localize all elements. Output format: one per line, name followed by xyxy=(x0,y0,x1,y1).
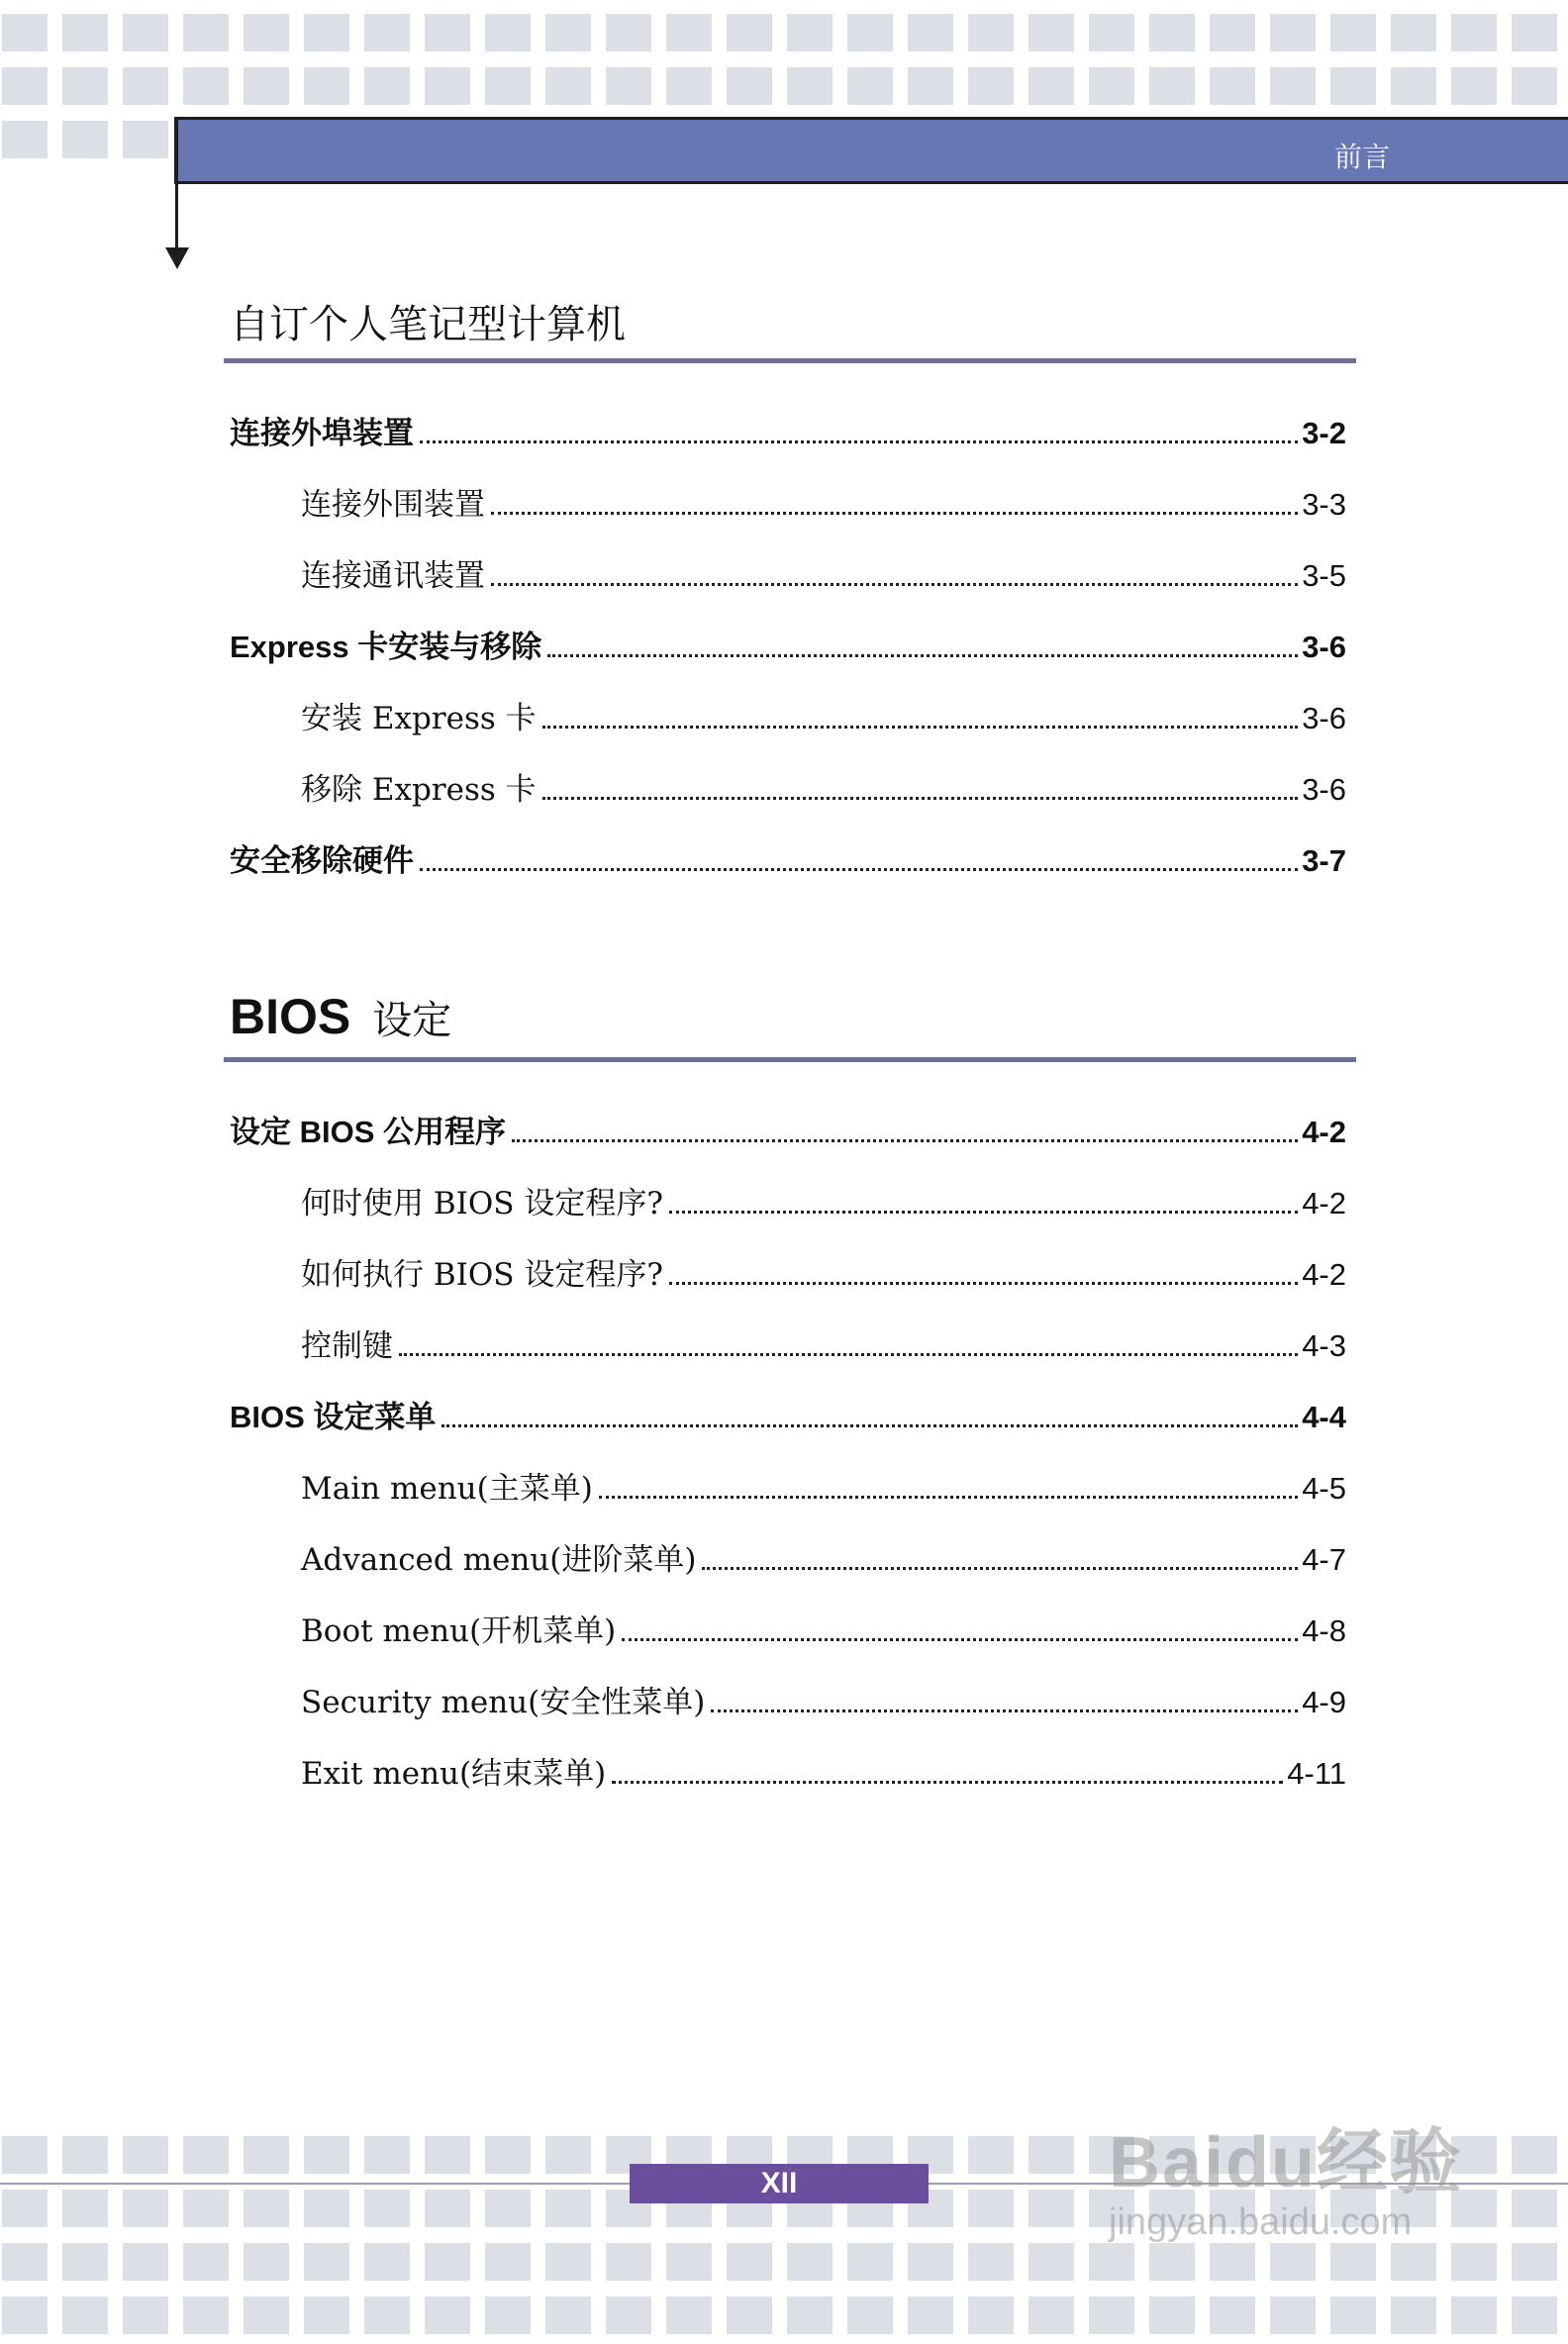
toc-entry-label: Advanced menu(进阶菜单) xyxy=(301,1542,697,1578)
tile xyxy=(1391,67,1436,105)
tile xyxy=(787,2243,833,2281)
tile xyxy=(364,2190,410,2227)
toc-list-bios xyxy=(230,1097,1346,1809)
tile xyxy=(2,2243,48,2281)
toc-entry[interactable] xyxy=(230,1524,1346,1596)
dot-leader xyxy=(669,1211,1298,1214)
tile xyxy=(123,2190,168,2227)
tile xyxy=(787,2296,833,2334)
tile xyxy=(1149,2243,1195,2281)
tile xyxy=(908,67,953,105)
tile-row xyxy=(0,2296,1557,2334)
toc-entry[interactable] xyxy=(230,683,1346,754)
tile xyxy=(1512,2296,1557,2334)
margin-arrow-line xyxy=(175,119,178,249)
tile xyxy=(1089,67,1134,105)
tile xyxy=(1512,67,1557,105)
tile xyxy=(968,2243,1014,2281)
tile xyxy=(1029,67,1074,105)
toc-entry-page: 3-6 xyxy=(1302,630,1346,664)
tile xyxy=(364,2136,410,2174)
toc-entry-label: 何时使用 BIOS 设定程序? xyxy=(301,1186,664,1221)
tile xyxy=(1330,2243,1376,2281)
toc-entry-label: 设定 BIOS 公用程序 xyxy=(230,1115,507,1149)
tile xyxy=(425,14,470,51)
toc-entry-page: 4-2 xyxy=(1302,1115,1346,1149)
tile xyxy=(666,14,712,51)
toc-entry-label: 连接外埠装置 xyxy=(230,416,414,450)
toc-entry-page: 4-9 xyxy=(1302,1685,1346,1719)
tile xyxy=(183,2243,229,2281)
tile xyxy=(545,2296,591,2334)
tile xyxy=(485,67,531,105)
tile xyxy=(364,14,410,51)
dot-leader xyxy=(702,1567,1298,1570)
tile xyxy=(1089,2243,1134,2281)
toc-entry-label: BIOS 设定菜单 xyxy=(230,1400,437,1434)
toc-entry[interactable] xyxy=(230,612,1346,683)
toc-entry-page: 3-6 xyxy=(1302,772,1346,807)
toc-entry[interactable] xyxy=(230,1738,1346,1809)
tile xyxy=(968,2190,1014,2227)
tile xyxy=(908,14,953,51)
tile xyxy=(1451,2296,1497,2334)
tile xyxy=(183,67,229,105)
dot-leader xyxy=(542,797,1299,800)
tile xyxy=(1210,2296,1255,2334)
dot-leader xyxy=(612,1781,1283,1784)
tile xyxy=(908,2243,953,2281)
tile xyxy=(62,2243,108,2281)
tile xyxy=(244,2136,289,2174)
tile xyxy=(968,2136,1014,2174)
toc-entry[interactable] xyxy=(230,826,1346,897)
dot-leader xyxy=(547,654,1298,657)
tile xyxy=(244,14,289,51)
tile-row xyxy=(0,67,1557,105)
tile xyxy=(62,2136,108,2174)
tile xyxy=(304,2190,349,2227)
toc-entry-label: 安全移除硬件 xyxy=(230,843,414,878)
header-bar xyxy=(174,117,1568,184)
tile xyxy=(1451,14,1497,51)
dot-leader xyxy=(599,1496,1298,1499)
tile xyxy=(485,2243,531,2281)
tile xyxy=(1512,2243,1557,2281)
dot-leader xyxy=(512,1139,1298,1142)
toc-entry-page: 4-2 xyxy=(1302,1186,1346,1221)
watermark xyxy=(1109,2104,1463,2244)
tile xyxy=(244,67,289,105)
tile xyxy=(968,2296,1014,2334)
dot-leader xyxy=(491,583,1298,586)
tile xyxy=(1089,2296,1134,2334)
toc-entry[interactable] xyxy=(230,1596,1346,1667)
section-title-bios-suffix: 设定 xyxy=(372,998,452,1043)
tile xyxy=(1029,2243,1074,2281)
tile xyxy=(1270,2296,1316,2334)
toc-entry-label: 安装 Express 卡 xyxy=(301,701,537,736)
tile xyxy=(727,14,772,51)
dot-leader xyxy=(491,512,1298,515)
toc-entry-page: 3-6 xyxy=(1302,701,1346,735)
tile xyxy=(62,121,108,158)
toc-entry-page: 4-7 xyxy=(1302,1542,1346,1577)
tile xyxy=(847,2296,893,2334)
tile xyxy=(62,67,108,105)
toc-entry-label: Security menu(安全性菜单) xyxy=(301,1685,706,1720)
tile xyxy=(123,67,168,105)
toc-entry[interactable] xyxy=(230,754,1346,826)
tile xyxy=(1451,67,1497,105)
tile xyxy=(485,2190,531,2227)
dot-leader xyxy=(542,726,1299,729)
toc-entry-page: 3-7 xyxy=(1302,843,1346,878)
dot-leader xyxy=(441,1424,1298,1427)
tile xyxy=(606,2243,651,2281)
toc-entry-label: 如何执行 BIOS 设定程序? xyxy=(301,1257,664,1293)
toc-entry-label: Exit menu(结束菜单) xyxy=(301,1756,607,1792)
toc-entry[interactable] xyxy=(230,1382,1346,1453)
tile xyxy=(2,2296,48,2334)
tile xyxy=(1270,2243,1316,2281)
tile xyxy=(123,2136,168,2174)
toc-entry-page: 3-3 xyxy=(1302,487,1346,522)
toc-entry-label: Main menu(主菜单) xyxy=(301,1471,593,1507)
toc-entry[interactable] xyxy=(230,1453,1346,1524)
toc-entry[interactable] xyxy=(230,398,1346,469)
watermark-url: jingyan.baidu.com xyxy=(1109,2201,1413,2243)
toc-entry-label: Express 卡安装与移除 xyxy=(230,630,542,664)
tile xyxy=(1029,2136,1074,2174)
tile xyxy=(1391,14,1436,51)
tile xyxy=(183,14,229,51)
toc-entry-label: 控制键 xyxy=(301,1328,393,1364)
tile xyxy=(1330,2296,1376,2334)
tile xyxy=(123,2243,168,2281)
toc-entry-page: 3-2 xyxy=(1302,416,1346,450)
toc-entry-label: Boot menu(开机菜单) xyxy=(301,1613,617,1649)
tile xyxy=(1330,67,1376,105)
toc-entry-page: 4-2 xyxy=(1302,1257,1346,1292)
tile xyxy=(1330,14,1376,51)
tile xyxy=(666,67,712,105)
tile xyxy=(606,2296,651,2334)
tile xyxy=(908,2296,953,2334)
tile xyxy=(485,2136,531,2174)
toc-entry-page: 4-8 xyxy=(1302,1613,1346,1648)
toc-entry-page: 4-11 xyxy=(1287,1756,1346,1791)
tile xyxy=(62,2296,108,2334)
tile xyxy=(847,67,893,105)
tile xyxy=(545,14,591,51)
tile xyxy=(425,2296,470,2334)
toc-entry[interactable] xyxy=(230,540,1346,612)
tile xyxy=(183,2190,229,2227)
toc-entry-page: 4-3 xyxy=(1302,1328,1346,1363)
tile xyxy=(727,67,772,105)
toc-entry-label: 移除 Express 卡 xyxy=(301,772,537,808)
toc-entry[interactable] xyxy=(230,469,1346,540)
tile xyxy=(425,2190,470,2227)
tile xyxy=(606,67,651,105)
tile xyxy=(62,14,108,51)
tile xyxy=(1270,67,1316,105)
tile xyxy=(485,2296,531,2334)
toc-entry[interactable] xyxy=(230,1667,1346,1738)
tile xyxy=(364,2296,410,2334)
section-title-bios-main: BIOS xyxy=(230,989,351,1044)
header-label: 前言 xyxy=(1333,141,1390,173)
dot-leader xyxy=(420,868,1298,871)
toc-entry-page: 3-5 xyxy=(1302,558,1346,593)
tile xyxy=(364,2243,410,2281)
dot-leader xyxy=(669,1282,1298,1285)
tile xyxy=(1149,2296,1195,2334)
tile xyxy=(425,67,470,105)
tile xyxy=(183,2136,229,2174)
dot-leader xyxy=(622,1638,1298,1641)
dot-leader xyxy=(711,1709,1298,1712)
tile xyxy=(1391,2296,1436,2334)
section-divider xyxy=(224,358,1356,363)
tile xyxy=(1210,2243,1255,2281)
tile xyxy=(1149,67,1195,105)
toc-list-customize xyxy=(230,398,1346,897)
tile xyxy=(787,67,833,105)
tile xyxy=(1149,14,1195,51)
watermark-brand: Baidu经验 xyxy=(1109,2123,1464,2202)
tile xyxy=(847,14,893,51)
tile xyxy=(545,2190,591,2227)
toc-entry[interactable] xyxy=(230,1168,1346,1239)
tile xyxy=(304,2136,349,2174)
tile xyxy=(485,14,531,51)
toc-entry-label: 连接通讯装置 xyxy=(301,558,485,594)
tile xyxy=(1512,2136,1557,2174)
tile xyxy=(425,2243,470,2281)
tile xyxy=(1270,14,1316,51)
tile xyxy=(1029,2296,1074,2334)
toc-entry[interactable] xyxy=(230,1097,1346,1168)
tile xyxy=(62,2190,108,2227)
tile xyxy=(1089,14,1134,51)
tile xyxy=(666,2296,712,2334)
tile xyxy=(244,2243,289,2281)
tile xyxy=(244,2296,289,2334)
tile xyxy=(968,14,1014,51)
tile xyxy=(545,2243,591,2281)
section-title-customize: 自订个人笔记型计算机 xyxy=(230,302,626,347)
tile xyxy=(304,67,349,105)
tile xyxy=(606,14,651,51)
tile xyxy=(2,121,48,158)
tile xyxy=(2,2190,48,2227)
tile xyxy=(2,67,48,105)
tile xyxy=(545,2136,591,2174)
tile xyxy=(304,2296,349,2334)
dot-leader xyxy=(399,1353,1298,1356)
tile xyxy=(1029,2190,1074,2227)
tile xyxy=(1391,2243,1436,2281)
tile xyxy=(727,2243,772,2281)
dot-leader xyxy=(420,440,1298,443)
tile xyxy=(123,121,168,158)
toc-entry[interactable] xyxy=(230,1239,1346,1311)
toc-entry-page: 4-4 xyxy=(1302,1400,1346,1434)
toc-entry-label: 连接外围装置 xyxy=(301,487,485,523)
tile xyxy=(304,14,349,51)
tile xyxy=(968,67,1014,105)
tile xyxy=(2,2136,48,2174)
tile xyxy=(1512,2190,1557,2227)
section-divider xyxy=(224,1057,1356,1062)
tile xyxy=(183,2296,229,2334)
tile xyxy=(1029,14,1074,51)
tile xyxy=(847,2243,893,2281)
tile-row xyxy=(0,2243,1557,2281)
tile xyxy=(2,14,48,51)
tile xyxy=(123,14,168,51)
tile xyxy=(666,2243,712,2281)
tile-row xyxy=(0,14,1557,51)
toc-entry[interactable] xyxy=(230,1311,1346,1382)
tile xyxy=(1210,14,1255,51)
margin-arrow-icon xyxy=(165,247,189,269)
tile xyxy=(545,67,591,105)
tile xyxy=(787,14,833,51)
tile xyxy=(1451,2243,1497,2281)
tile xyxy=(123,2296,168,2334)
tile xyxy=(1512,14,1557,51)
tile xyxy=(727,2296,772,2334)
tile xyxy=(304,2243,349,2281)
page-number-badge: XII xyxy=(630,2164,929,2203)
section-title-bios xyxy=(230,988,451,1045)
tile xyxy=(425,2136,470,2174)
tile xyxy=(1210,67,1255,105)
toc-entry-page: 4-5 xyxy=(1302,1471,1346,1506)
tile xyxy=(364,67,410,105)
tile xyxy=(244,2190,289,2227)
